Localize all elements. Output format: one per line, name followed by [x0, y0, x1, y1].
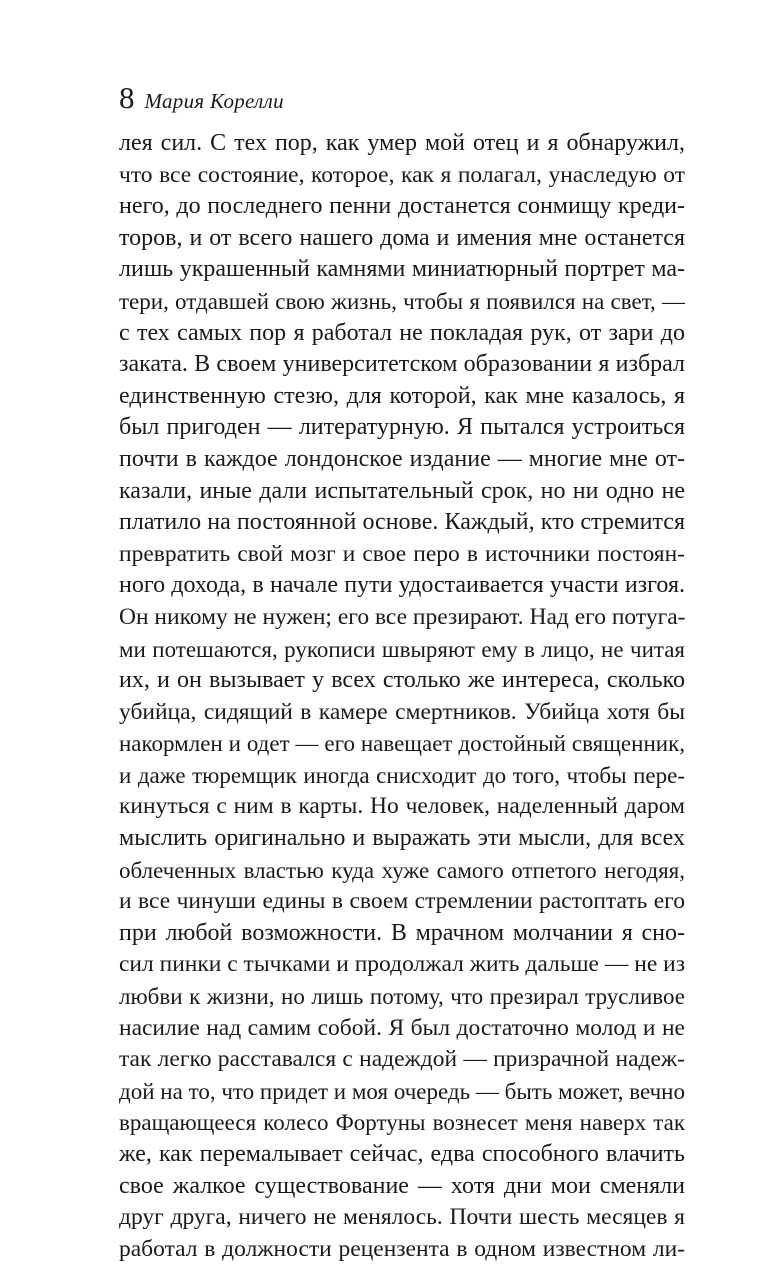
page-number: 8	[119, 80, 135, 115]
author-name: Мария Корелли	[144, 89, 284, 113]
text-line: единственную стезю, для которой, как мне казалось, я	[119, 382, 685, 409]
text-line: платило на постоянной основе. Каждый, кто стремится	[119, 509, 685, 536]
text-line: был пригоден — литературную. Я пытался устроиться	[119, 414, 685, 441]
text-line: ми потешаются, рукописи швыряют ему в лицо, не читая	[119, 636, 685, 662]
text-line: мыслить оригинально и выражать эти мысли, для всех	[119, 825, 685, 852]
body-text	[119, 128, 685, 1265]
text-line: кинуться с ним в карты. Но человек, наделенный даром	[119, 793, 685, 820]
text-line: накормлен и одет — его навещает достойный священник,	[119, 731, 685, 757]
text-line: почти в каждое лондонское издание — многие мне от-	[119, 445, 685, 472]
text-line: и все чинуши едины в своем стремлении растоптать его	[119, 888, 685, 915]
text-line: Он никому не нужен; его все презирают. Над его потуга-	[119, 603, 685, 630]
text-line: сил пинки с тычками и продолжал жить дальше — не из	[119, 951, 685, 978]
text-line: свое жалкое существование — хотя дни мои сменяли	[119, 1172, 685, 1199]
text-line: насилие над самим собой. Я был достаточно молод и не	[119, 1014, 685, 1041]
text-line: же, как перемалывает сейчас, едва способного влачить	[119, 1141, 685, 1167]
text-line: любви к жизни, но лишь потому, что презирал трусливое	[119, 984, 685, 1010]
text-line: и даже тюремщик иногда снисходит до того, чтобы пере-	[119, 762, 685, 788]
text-line: торов, и от всего нашего дома и имения мне останется	[119, 224, 685, 251]
text-line: ного дохода, в начале пути удостаивается участи изгоя.	[119, 572, 685, 599]
text-line: при любой возможности. В мрачном молчании я сно-	[119, 919, 685, 946]
text-line: превратить свой мозг и свое перо в источники постоян-	[119, 540, 685, 567]
text-line: него, до последнего пенни достанется сонмищу креди-	[119, 193, 685, 220]
text-line: дой на то, что придет и моя очередь — быть может, вечно	[119, 1078, 685, 1104]
text-line: облеченных властью куда хуже самого отпетого негодяя,	[119, 857, 685, 883]
text-line: их, и он вызывает у всех столько же интереса, сколько	[119, 667, 685, 694]
text-line: что все состояние, которое, как я полагал, унаследую от	[119, 161, 685, 188]
running-head	[119, 80, 284, 116]
text-line: вращающееся колесо Фортуны вознесет меня наверх так	[119, 1110, 685, 1136]
text-line: работал в должности рецензента в одном известном ли-	[119, 1235, 685, 1262]
text-line: друг друга, ничего не менялось. Почти шесть месяцев я	[119, 1204, 685, 1231]
text-line: убийца, сидящий в камере смертников. Убийца хотя бы	[119, 698, 685, 725]
text-line: с тех самых пор я работал не покладая рук, от зари до	[119, 319, 685, 346]
text-line: лишь украшенный камнями миниатюрный портрет ма-	[119, 256, 685, 283]
text-line: казали, иные дали испытательный срок, но ни одно не	[119, 477, 685, 504]
text-line: заката. В своем университетском образовании я избрал	[119, 351, 685, 378]
text-line: тери, отдавшей свою жизнь, чтобы я появился на свет, —	[119, 288, 685, 314]
text-line: так легко расставался с надеждой — призрачной надеж-	[119, 1046, 685, 1073]
text-line: лея сил. С тех пор, как умер мой отец и я обнаружил,	[119, 130, 685, 156]
